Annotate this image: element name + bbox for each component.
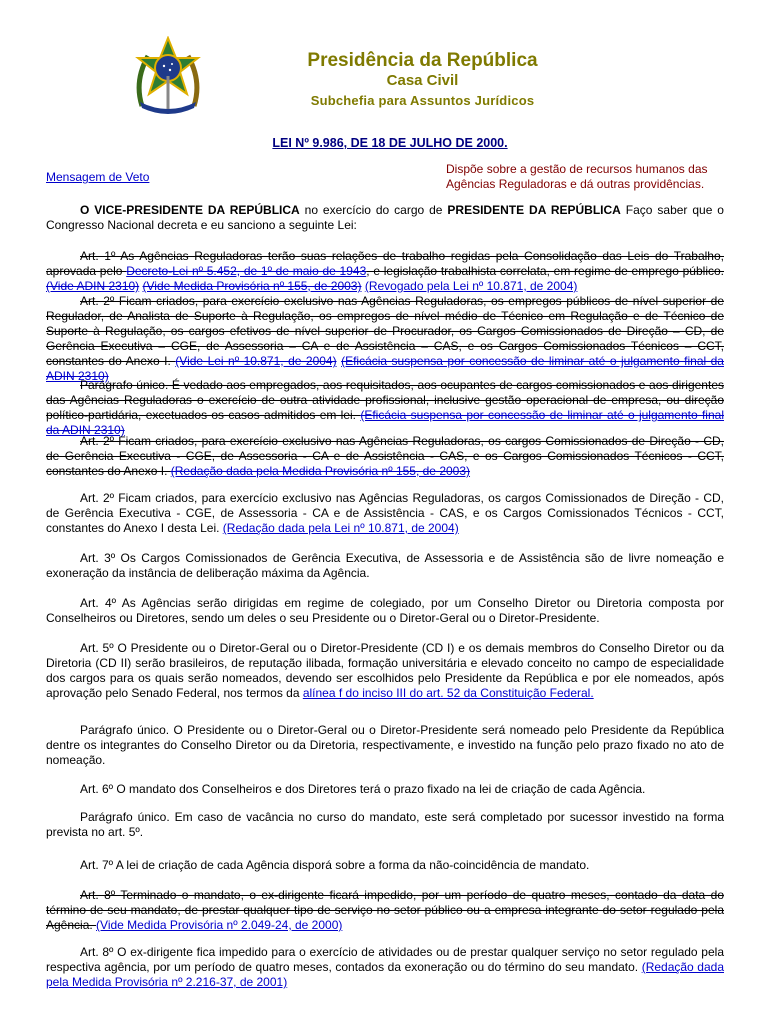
article-2-mp-155 <box>46 434 724 479</box>
article-3-text: Art. 3º Os Cargos Comissionados de Gerência Executiva, de Assessoria e de Assistência são de livre nomeação e exoneração da instância de deliberação máxima da Agência. <box>46 551 724 580</box>
paragraph-unique-original <box>46 378 724 438</box>
article-2-mp-155-text: Art. 2º Ficam criados, para exercício exclusivo nas Agências Reguladoras, os cargos Comissionados de Direção - CD, de Gerência Executiva - CGE, de Assessoria - CA e de Assistência - CAS, e os Cargos Comissionados Técnicos - CCT, constantes do Anexo I. <box>46 434 724 478</box>
article-2-current <box>46 491 724 536</box>
redacao-mp-155-link[interactable]: (Redação dada pela Medida Provisória nº 155, de 2003) <box>170 464 471 478</box>
article-1-revoked <box>46 249 724 294</box>
article-8-current <box>46 945 724 990</box>
article-7-text: Art. 7º A lei de criação de cada Agência disporá sobre a forma da não-coincidência de mandato. <box>80 858 590 872</box>
article-8-current-text: Art. 8º O ex-dirigente fica impedido para o exercício de atividades ou de prestar qualquer serviço no setor regulado pela respectiva agência, por um período de quatro meses, contados da exoneração ou do término do seu mandato. <box>46 945 724 974</box>
vide-adin-2310-link[interactable]: (Vide ADIN 2310) <box>46 279 140 293</box>
paragraph-unique-original-text: Parágrafo único. É vedado aos empregados, aos requisitados, aos ocupantes de cargos comissionados e aos dirigentes das Agências Reguladoras o exercício de outra atividade profissional, inclusive gestão operacional de empresa, ou direção político-partidária, excetuados os casos admitidos em lei. <box>46 378 724 422</box>
eficacia-suspensa-link-2[interactable]: (Eficácia suspensa por concessão de liminar até o julgamento final da ADIN 2310) <box>46 408 724 437</box>
article-4 <box>46 596 724 626</box>
article-3 <box>46 551 724 581</box>
article-5-text: Art. 5º O Presidente ou o Diretor-Geral ou o Diretor-Presidente (CD I) e os demais membros do Conselho Diretor ou da Diretoria (CD II) serão brasileiros, de reputação ilibada, formação universitária e elevado conceito no campo de especialidade dos cargos para os quais serão nomeados, devendo ser escolhidos pelo Presidente da República e por ele nomeados, após aprovação pelo Senado Federal, nos termos da <box>46 641 724 700</box>
article-5-paragraph-text: Parágrafo único. O Presidente ou o Diretor-Geral ou o Diretor-Presidente será nomeado pelo Presidente da República dentre os integrantes do Conselho Diretor ou da Diretoria, respectivamente, e investido na função pelo prazo fixado no ato de nomeação. <box>46 723 724 767</box>
article-7 <box>46 858 724 873</box>
veto-message-link[interactable]: Mensagem de Veto <box>46 170 150 184</box>
preamble-role: PRESIDENTE DA REPÚBLICA <box>447 203 621 217</box>
eficacia-suspensa-link[interactable]: (Eficácia suspensa por concessão de liminar até o julgamento final da ADIN 2310) <box>46 354 724 383</box>
article-6-paragraph <box>46 810 724 840</box>
redacao-lei-10871-link[interactable]: (Redação dada pela Lei nº 10.871, de 2004) <box>222 521 459 535</box>
preamble-lead: O VICE-PRESIDENTE DA REPÚBLICA <box>80 203 300 217</box>
preamble-tail: Faço saber que o Congresso Nacional decreta e eu sanciono a seguinte Lei: <box>46 203 724 232</box>
article-6-text: Art. 6º O mandato dos Conselheiros e dos Diretores terá o prazo fixado na lei de criação de cada Agência. <box>80 782 646 796</box>
vide-mp-2049-link[interactable]: (Vide Medida Provisória nº 2.049-24, de 2000) <box>96 918 343 932</box>
article-2-current-text: Art. 2º Ficam criados, para exercício exclusivo nas Agências Reguladoras, os cargos Comissionados de Direção - CD, de Gerência Executiva - CGE, de Assessoria - CA e de Assistência - CAS, e os Cargos Comissionados Técnicos - CCT, constantes do Anexo I desta Lei. <box>46 491 724 535</box>
article-4-text: Art. 4º As Agências serão dirigidas em regime de colegiado, por um Conselho Diretor ou Diretoria composta por Conselheiros ou Diretores, sendo um deles o seu Presidente ou o Diretor-Geral ou o Diretor-Presidente. <box>46 596 724 625</box>
article-1-text-b: , e legislação trabalhista correlata, em regime de emprego público. <box>366 264 724 278</box>
revogado-lei-10871-link[interactable]: (Revogado pela Lei nº 10.871, de 2004) <box>364 279 578 293</box>
redacao-mp-2216-link[interactable]: (Redação dada pela Medida Provisória nº 2.216-37, de 2001) <box>46 960 724 989</box>
article-5-paragraph <box>46 723 724 768</box>
law-summary: Dispõe sobre a gestão de recursos humanos das Agências Reguladoras e dá outras providências. <box>446 162 708 191</box>
article-2-original <box>46 294 724 384</box>
vide-lei-10871-link[interactable]: (Vide Lei nº 10.871, de 2004) <box>175 354 337 368</box>
article-2-original-text: Art. 2º Ficam criados, para exercício exclusivo nas Agências Reguladoras, os empregos públicos de nível superior de Regulador, de Analista de Suporte à Regulação, os empregos de nível médio de Técnico em Regulação e de Técnico de Suporte à Regulação, os cargos efetivos de nível superior de Procurador, os Cargos Comissionados de Direção – CD, de Gerência Executiva – CGE, de Assessoria – CA e de Assistência – CAS, e os Cargos Comissionados Técnicos – CCT, constantes do Anexo I. <box>46 294 724 368</box>
header-presidencia: Presidência da República <box>307 50 538 71</box>
brazil-coat-of-arms-icon <box>132 36 204 116</box>
preamble <box>46 203 724 233</box>
vide-mp-155-link[interactable]: (Vide Medida Provisória nº 155, de 2003) <box>142 279 362 293</box>
law-title-link[interactable]: LEI Nº 9.986, DE 18 DE JULHO DE 2000. <box>272 136 508 150</box>
article-6-paragraph-text: Parágrafo único. Em caso de vacância no curso do mandato, este será completado por sucessor investido na forma prevista no art. 5º. <box>46 810 724 839</box>
header-casa-civil: Casa Civil <box>386 72 459 89</box>
article-6 <box>46 782 724 797</box>
article-1-text-a: Art. 1º As Agências Reguladoras terão suas relações de trabalho regidas pela Consolidação das Leis do Trabalho, aprovada pelo <box>46 249 724 278</box>
header-subchefia: Subchefia para Assuntos Jurídicos <box>310 93 535 108</box>
preamble-mid: no exercício do cargo de <box>299 203 448 217</box>
decreto-lei-5452-link[interactable]: Decreto-Lei nº 5.452, de 1º de maio de 1943 <box>126 264 367 278</box>
constituicao-art-52-link[interactable]: alínea f do inciso III do art. 52 da Constituição Federal. <box>302 686 594 700</box>
article-8-original <box>46 888 724 933</box>
article-8-original-text: Art. 8º Terminado o mandato, o ex-dirigente ficará impedido, por um período de quatro meses, contado da data do término de seu mandato, de prestar qualquer tipo de serviço no setor público ou a empresa integrante do setor regulado pela Agência. <box>46 888 724 932</box>
article-5 <box>46 641 724 701</box>
